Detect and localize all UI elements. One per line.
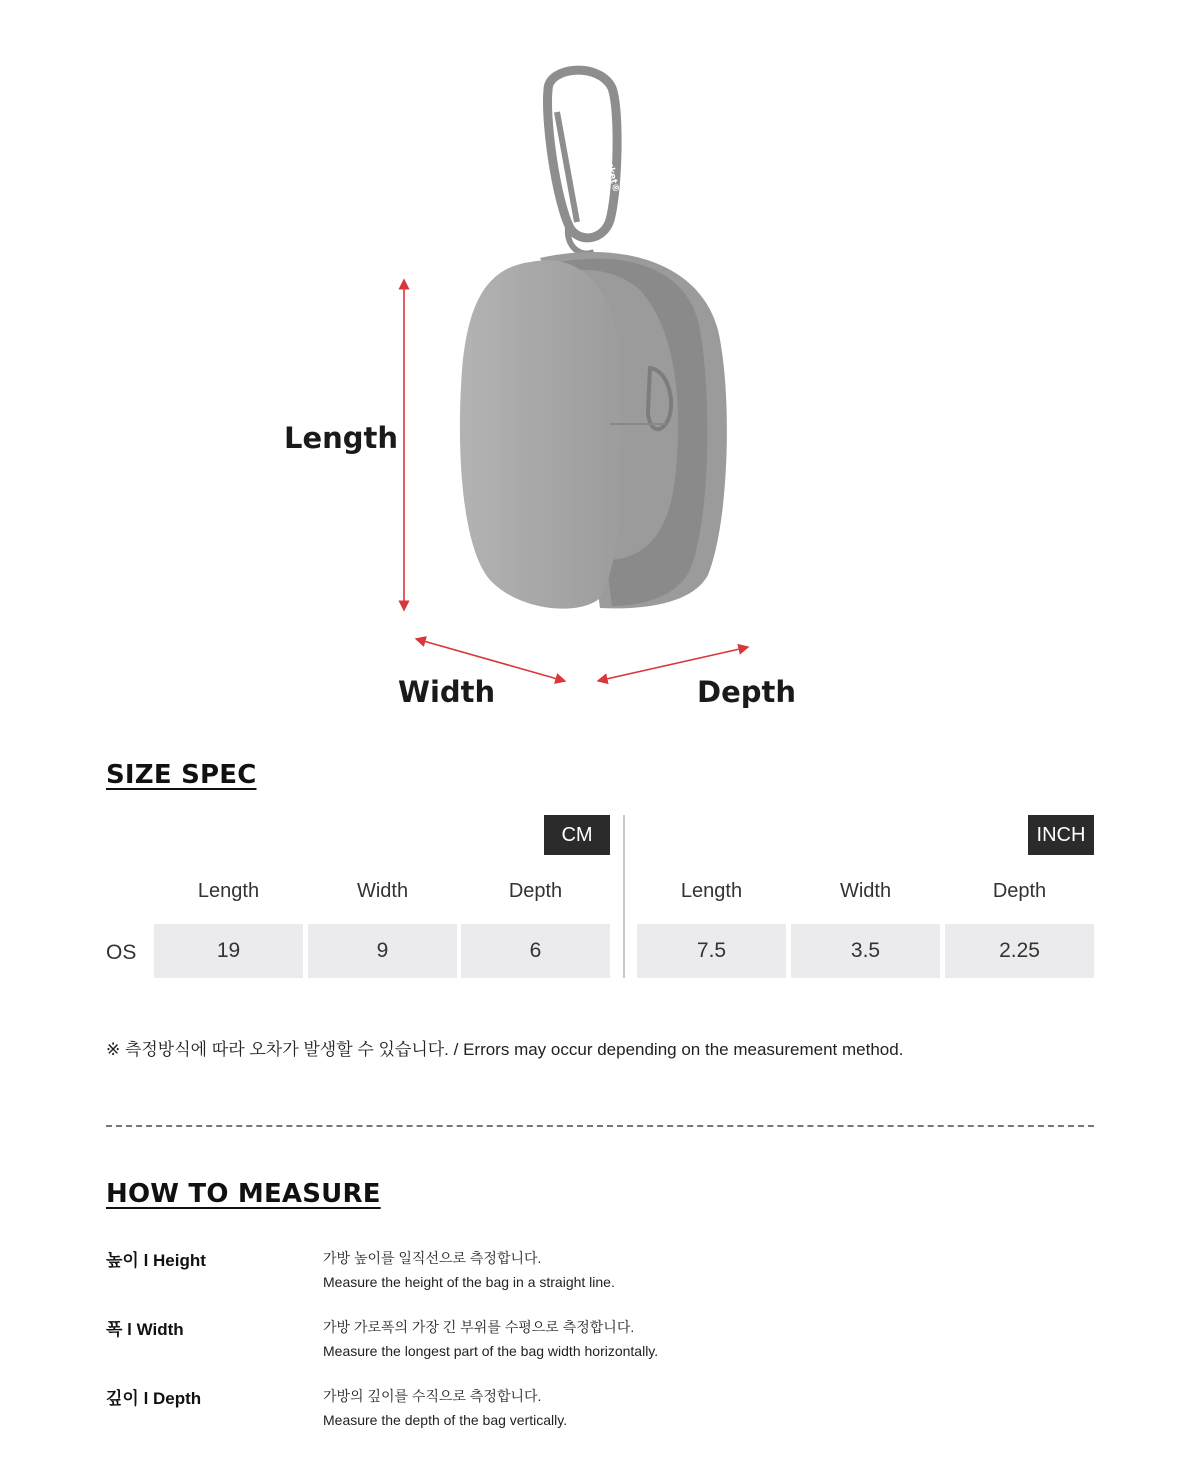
unit-divider (623, 815, 625, 978)
width-label: Width (398, 675, 496, 709)
width-arrow (420, 640, 561, 680)
inch-width-header: Width (839, 880, 892, 902)
cm-length-header: Length (197, 880, 260, 902)
inch-unit-badge: INCH (1028, 815, 1094, 855)
size-spec-title: SIZE SPEC (106, 760, 257, 790)
measure-desc-en: Measure the depth of the bag vertically. (323, 1412, 568, 1428)
depth-label: Depth (697, 675, 797, 709)
cm-depth-value: 6 (461, 924, 610, 978)
measure-term: 깊이 l Depth (106, 1389, 202, 1408)
inch-depth-value: 2.25 (945, 924, 1094, 978)
measure-desc-ko: 가방 가로폭의 가장 긴 부위를 수평으로 측정합니다. (323, 1319, 635, 1335)
measure-desc-en: Measure the longest part of the bag width horizontally. (323, 1343, 659, 1359)
how-to-measure-title: HOW TO MEASURE (106, 1179, 381, 1209)
inch-width-value: 3.5 (791, 924, 940, 978)
measure-term: 높이 l Height (106, 1251, 206, 1270)
cm-length-value: 19 (154, 924, 303, 978)
measure-desc-en: Measure the height of the bag in a straight line. (323, 1274, 615, 1290)
section-divider (106, 1125, 1094, 1127)
size-row-label: OS (106, 941, 137, 964)
inch-depth-header: Depth (992, 880, 1047, 902)
measure-desc-ko: 가방 높이를 일직선으로 측정합니다. (323, 1250, 542, 1266)
cm-depth-header: Depth (508, 880, 563, 902)
measure-term: 폭 l Width (106, 1320, 184, 1339)
inch-length-header: Length (680, 880, 743, 902)
cm-width-value: 9 (308, 924, 457, 978)
measure-description (323, 1315, 658, 1363)
pouch-illustration (0, 0, 1200, 730)
measurement-note: ※ 측정방식에 따라 오차가 발생할 수 있습니다. / Errors may occur depending on the measurement method. (106, 1040, 904, 1059)
product-figure (0, 0, 1200, 730)
carabiner-icon (548, 70, 621, 253)
cm-width-header: Width (356, 880, 409, 902)
measure-description (323, 1246, 615, 1294)
pouch-front (460, 260, 623, 608)
brand-text: FoundPocket® (595, 118, 621, 194)
length-label: Length (284, 421, 399, 455)
measure-description (323, 1384, 567, 1432)
cm-unit-badge: CM (544, 815, 610, 855)
measure-desc-ko: 가방의 깊이를 수직으로 측정합니다. (323, 1388, 542, 1404)
inch-length-value: 7.5 (637, 924, 786, 978)
